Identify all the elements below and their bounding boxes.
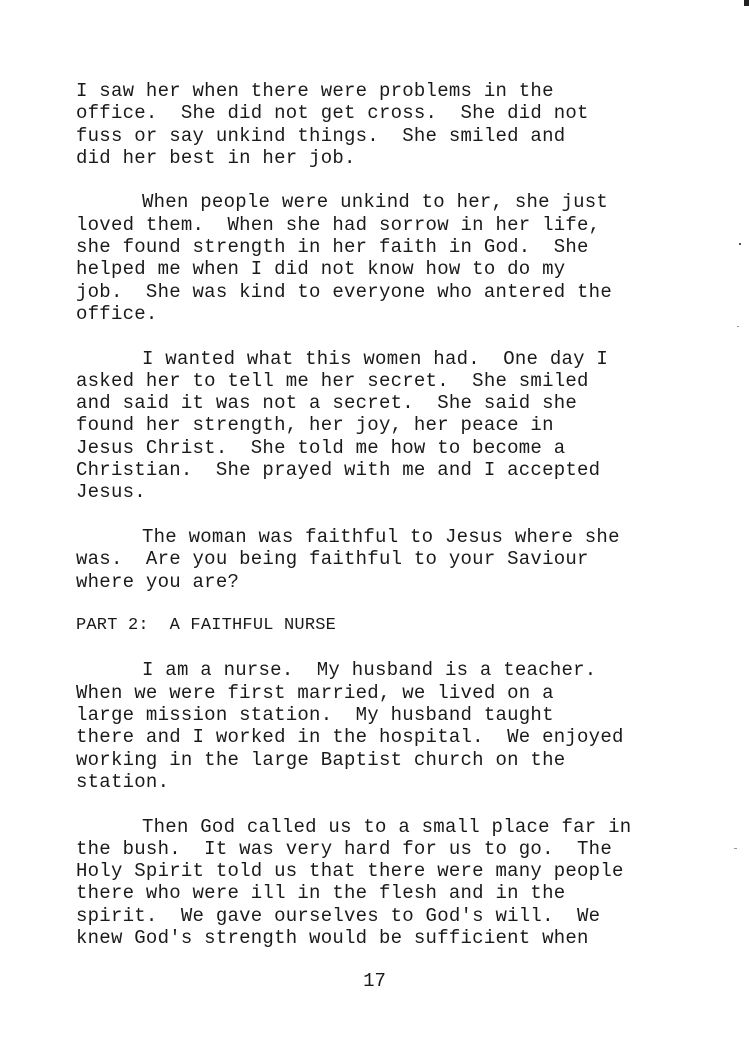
text-line: Christian. She prayed with me and I accepted	[76, 459, 601, 482]
text-line: loved them. When she had sorrow in her life,	[76, 213, 601, 236]
text-line: station.	[76, 770, 170, 793]
text-line: there who were ill in the flesh and in the	[76, 882, 566, 905]
text-line: large mission station. My husband taught	[76, 704, 554, 727]
text-line: and said it was not a secret. She said she	[76, 392, 578, 415]
text-line: found her strength, her joy, her peace in	[76, 414, 554, 437]
paragraph-1	[76, 80, 716, 169]
text-line: When we were first married, we lived on a	[76, 681, 554, 704]
page-number: 17	[363, 970, 386, 992]
text-line: helped me when I did not know how to do my	[76, 258, 566, 281]
text-line: working in the large Baptist church on the	[76, 748, 566, 771]
text-line: she found strength in her faith in God. She	[76, 236, 589, 259]
text-line: office. She did not get cross. She did not	[76, 102, 589, 125]
text-line: where you are?	[76, 570, 240, 593]
text-line: spirit. We gave ourselves to God's will. We	[76, 904, 601, 927]
scan-artifact-mark	[734, 848, 737, 849]
scan-artifact-mark	[744, 0, 749, 6]
paragraph-3	[76, 348, 716, 504]
text-line: I wanted what this women had. One day I	[142, 347, 609, 370]
section-heading: PART 2: A FAITHFUL NURSE	[76, 616, 337, 636]
scan-artifact-mark	[737, 326, 739, 327]
page-body	[76, 80, 716, 972]
paragraph-4	[76, 526, 716, 593]
text-line: I am a nurse. My husband is a teacher.	[142, 659, 597, 682]
text-line: The woman was faithful to Jesus where she	[142, 525, 620, 548]
text-line: office.	[76, 302, 158, 325]
text-line: Jesus Christ. She told me how to become a	[76, 436, 566, 459]
text-line: there and I worked in the hospital. We enjoyed	[76, 726, 624, 749]
text-line: job. She was kind to everyone who antered the	[76, 280, 612, 303]
text-line: the bush. It was very hard for us to go. The	[76, 837, 612, 860]
text-line: was. Are you being faithful to your Saviour	[76, 548, 589, 571]
paragraph-2	[76, 191, 716, 325]
scan-artifact-mark	[739, 243, 741, 245]
text-line: I saw her when there were problems in the	[76, 80, 554, 102]
text-line: Holy Spirit told us that there were many people	[76, 860, 624, 883]
text-line: knew God's strength would be sufficient when	[76, 926, 589, 949]
paragraph-5	[76, 659, 716, 793]
text-line: Then God called us to a small place far in	[142, 815, 632, 838]
text-line: asked her to tell me her secret. She smiled	[76, 369, 589, 392]
text-line: fuss or say unkind things. She smiled and	[76, 124, 566, 147]
text-line: Jesus.	[76, 481, 146, 504]
paragraph-6	[76, 816, 716, 950]
text-line: When people were unkind to her, she just	[142, 191, 609, 214]
text-line: did her best in her job.	[76, 146, 356, 169]
